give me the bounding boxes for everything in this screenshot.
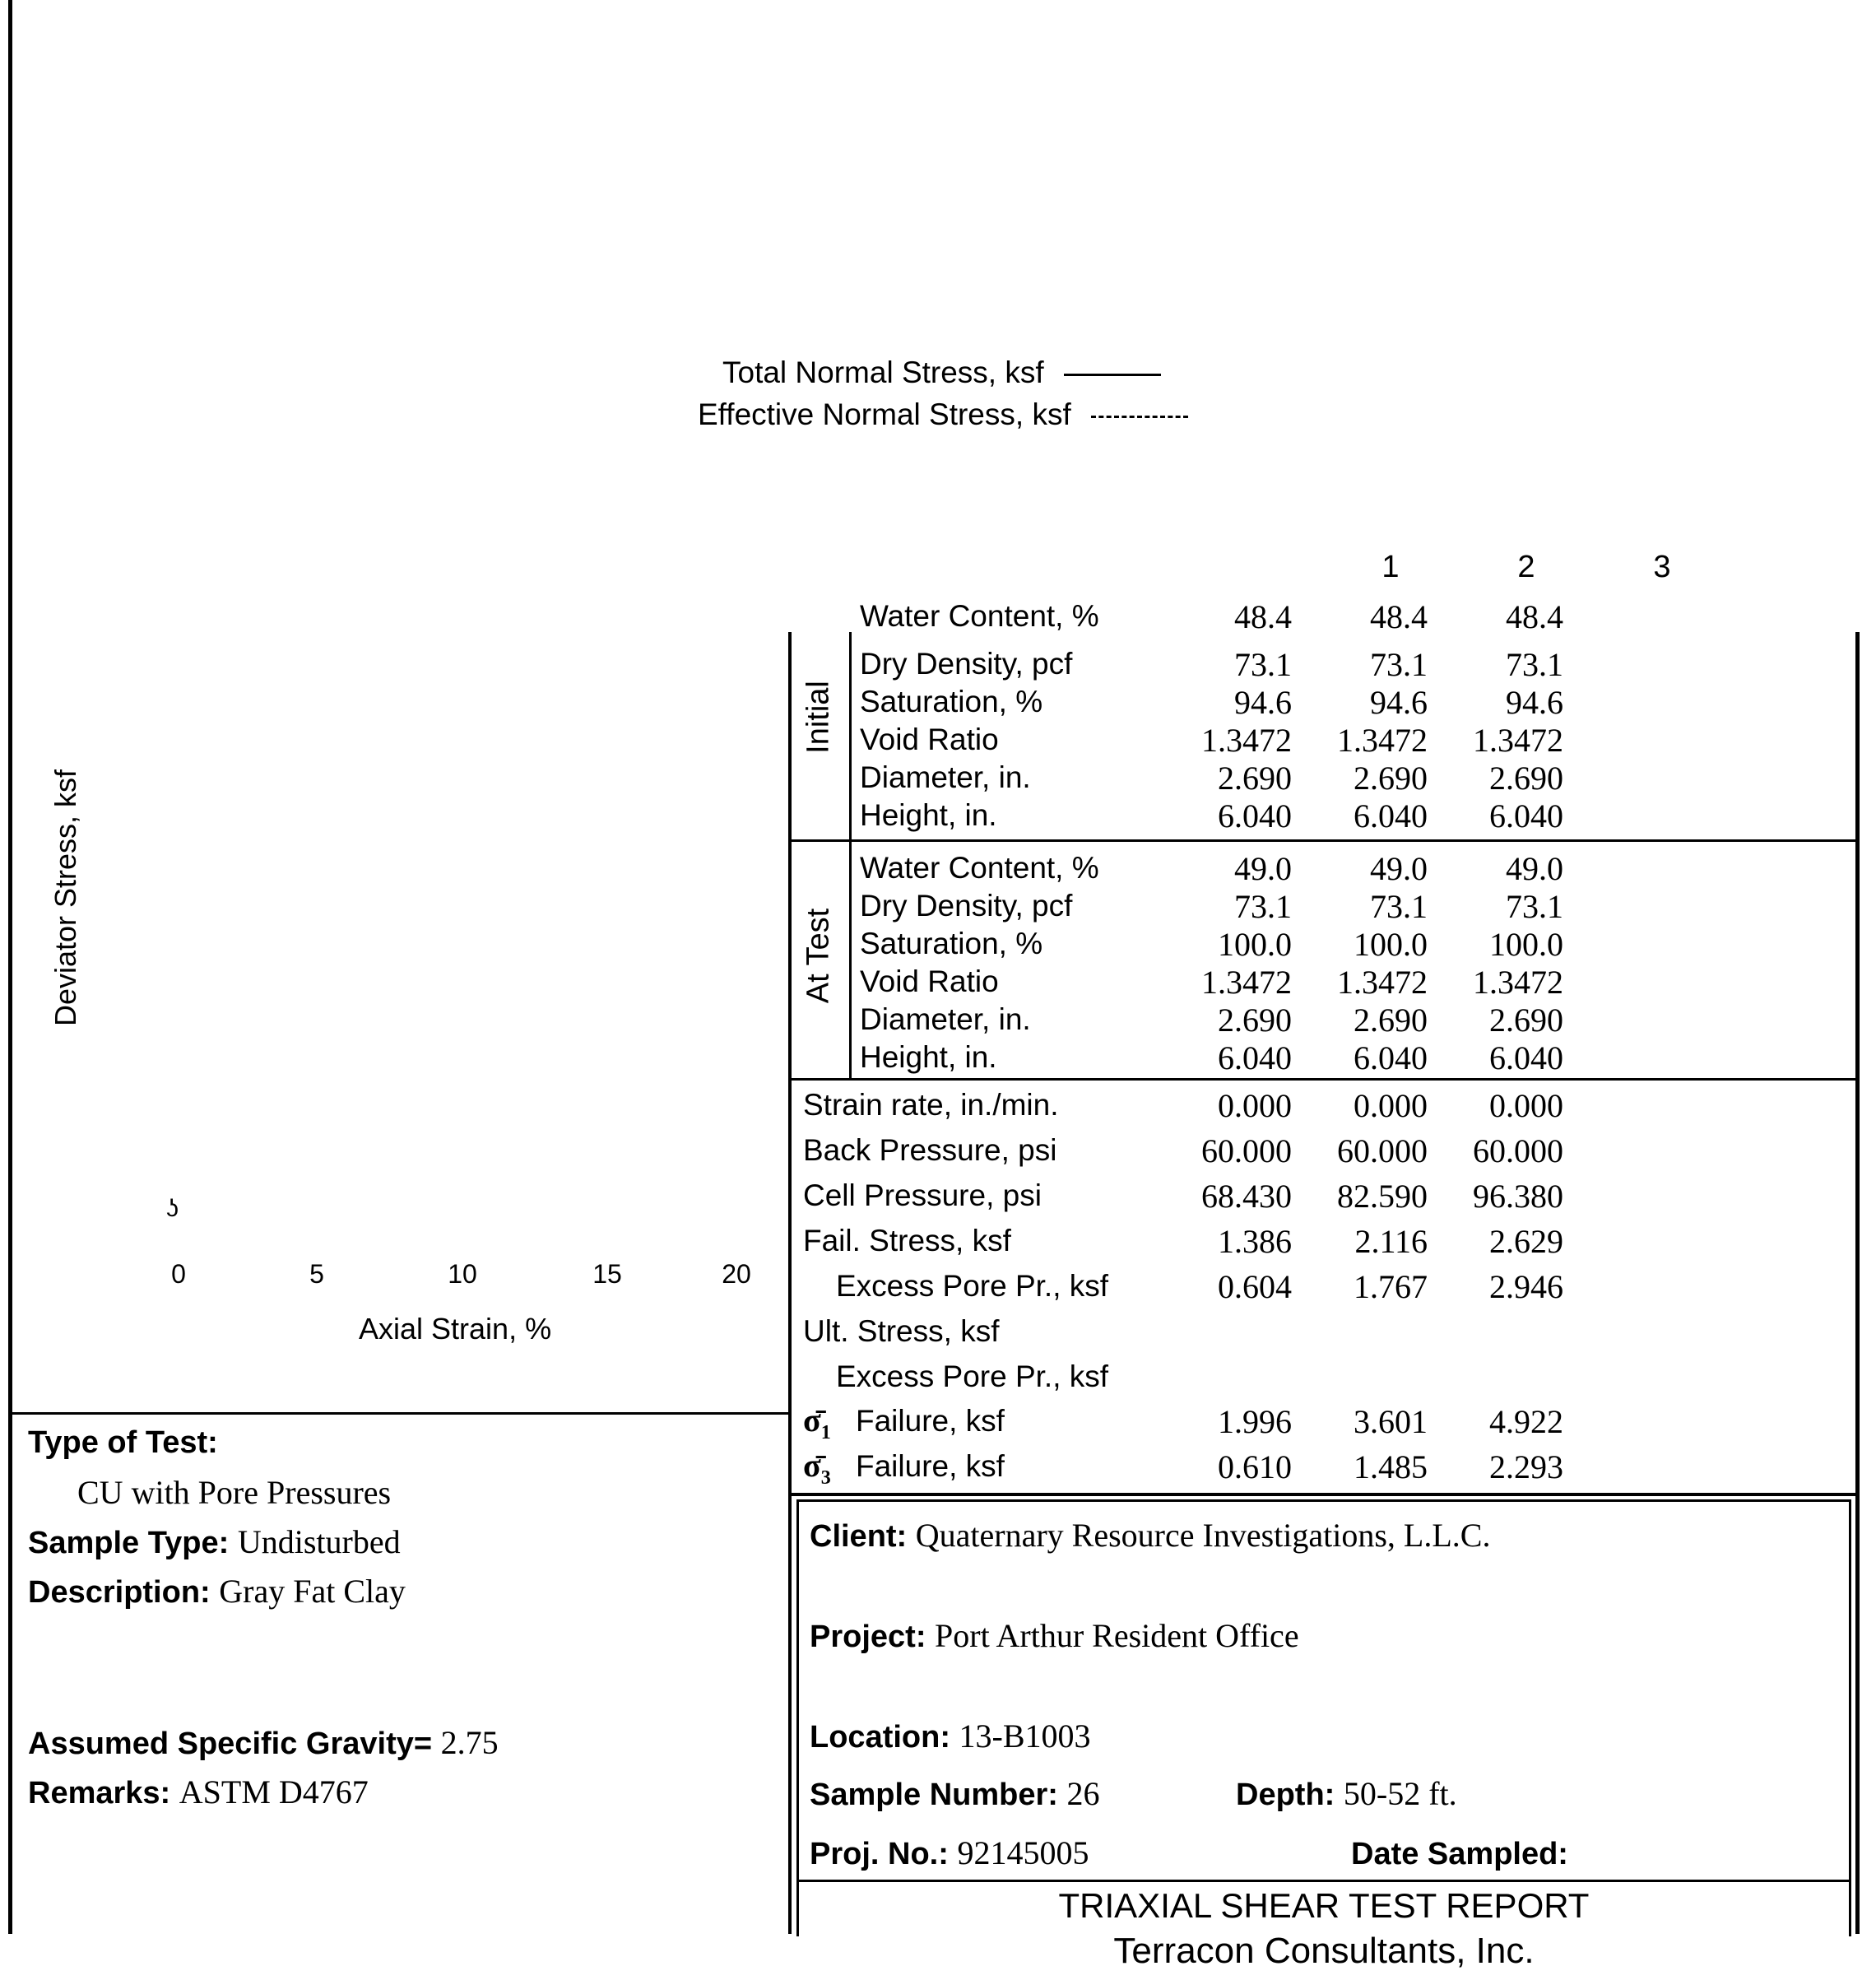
cell-specimen-2: 2.116 <box>1354 1223 1428 1260</box>
legend-total-stress <box>722 356 1161 390</box>
row-label: Saturation, % <box>860 927 1043 960</box>
sigma-symbol <box>803 1401 831 1444</box>
description-value: Gray Fat Clay <box>219 1573 406 1610</box>
project-label: Project: <box>810 1620 926 1654</box>
initial-row <box>0 723 1876 760</box>
legend-solid-line <box>1064 374 1161 376</box>
cell-specimen-3: 94.6 <box>1506 684 1563 721</box>
initial-bottom-divider <box>788 839 1858 842</box>
row-label: Ult. Stress, ksf <box>803 1314 1000 1348</box>
sigma-row <box>0 1449 1876 1494</box>
cell-specimen-1: 6.040 <box>1218 797 1292 834</box>
cell-specimen-1: 1.3472 <box>1201 722 1292 759</box>
initial-row <box>0 685 1876 723</box>
at-test-row <box>0 927 1876 964</box>
legend-effective-stress <box>698 397 1188 432</box>
specific-gravity-value: 2.75 <box>440 1724 499 1761</box>
cell-specimen-2: 2.690 <box>1354 760 1428 797</box>
cell-specimen-2: 0.000 <box>1354 1087 1428 1124</box>
date-sampled-label: Date Sampled: <box>1351 1837 1568 1871</box>
cell-specimen-1: 2.690 <box>1218 760 1292 797</box>
remarks-label: Remarks: <box>28 1776 171 1810</box>
row-label: Excess Pore Pr., ksf <box>836 1269 1109 1303</box>
date-sampled <box>1351 1834 1568 1872</box>
location <box>810 1717 1091 1755</box>
row-label: Saturation, % <box>860 685 1043 718</box>
client-label: Client: <box>810 1519 908 1554</box>
report-title: TRIAXIAL SHEAR TEST REPORT <box>1058 1886 1590 1925</box>
project <box>810 1616 1299 1655</box>
row-label: Failure, ksf <box>856 1404 1005 1438</box>
sample-number-value: 26 <box>1066 1775 1100 1812</box>
test-row <box>0 1269 1876 1314</box>
cell-specimen-1: 1.996 <box>1218 1403 1292 1440</box>
cell-specimen-2: 1.767 <box>1354 1268 1428 1305</box>
sample-type-value: Undisturbed <box>237 1523 401 1560</box>
cell-specimen-2: 1.3472 <box>1337 964 1428 1001</box>
cell-specimen-3: 49.0 <box>1506 850 1563 887</box>
cell-specimen-1: 0.610 <box>1218 1448 1292 1485</box>
legend-dashed-line <box>1091 416 1188 418</box>
row-label: Diameter, in. <box>860 1002 1031 1036</box>
cell-specimen-2: 82.590 <box>1337 1178 1428 1215</box>
at-test-row <box>0 851 1876 889</box>
cell-specimen-2: 1.3472 <box>1337 722 1428 759</box>
project-value: Port Arthur Resident Office <box>935 1617 1299 1654</box>
column-header-1: 1 <box>1381 550 1400 584</box>
cell-specimen-1: 73.1 <box>1234 646 1292 683</box>
cell-specimen-3: 48.4 <box>1506 598 1563 635</box>
cell-specimen-1: 49.0 <box>1234 850 1292 887</box>
sigma-glyph: σ̄ <box>803 1401 821 1439</box>
legend-effective-label: Effective Normal Stress, ksf <box>698 397 1071 431</box>
depth <box>1236 1774 1457 1813</box>
depth-value: 50-52 ft. <box>1343 1775 1457 1812</box>
sigma-glyph: σ̄ <box>803 1447 821 1484</box>
cell-specimen-2: 3.601 <box>1354 1403 1428 1440</box>
cell-specimen-1: 6.040 <box>1218 1039 1292 1076</box>
specific-gravity <box>28 1723 499 1762</box>
info-footer-divider <box>796 1880 1851 1882</box>
row-label: Height, in. <box>860 1040 997 1074</box>
clipped-row <box>0 598 1876 635</box>
sample-type-label: Sample Type: <box>28 1526 230 1560</box>
x-tick-label: 0 <box>171 1259 186 1289</box>
sigma-row <box>0 1401 1876 1449</box>
at-test-group-label: At Test <box>801 908 836 1004</box>
client <box>810 1516 1490 1555</box>
specific-gravity-label: Assumed Specific Gravity= <box>28 1727 433 1761</box>
cell-specimen-1: 60.000 <box>1201 1132 1292 1169</box>
at-test-row <box>0 1002 1876 1040</box>
type-of-test-label: Type of Test: <box>28 1425 218 1460</box>
cell-specimen-3: 60.000 <box>1473 1132 1563 1169</box>
sigma-subscript: 1 <box>820 1422 831 1443</box>
cell-specimen-2: 100.0 <box>1354 926 1428 963</box>
proj-no-value: 92145005 <box>957 1834 1089 1871</box>
location-value: 13-B1003 <box>959 1717 1091 1755</box>
row-label: Back Pressure, psi <box>803 1133 1057 1167</box>
at-test-row <box>0 1040 1876 1078</box>
cell-specimen-1: 73.1 <box>1234 888 1292 925</box>
cell-specimen-1: 2.690 <box>1218 1002 1292 1039</box>
row-label: Dry Density, pcf <box>860 889 1073 923</box>
depth-label: Depth: <box>1236 1778 1335 1812</box>
cell-specimen-1: 0.604 <box>1218 1268 1292 1305</box>
test-row <box>0 1133 1876 1178</box>
cell-specimen-2: 6.040 <box>1354 1039 1428 1076</box>
cell-specimen-3: 0.000 <box>1489 1087 1563 1124</box>
cell-specimen-3: 4.922 <box>1489 1403 1563 1440</box>
x-axis-label: Axial Strain, % <box>359 1312 552 1346</box>
cell-specimen-1: 100.0 <box>1218 926 1292 963</box>
row-label: Cell Pressure, psi <box>803 1178 1042 1212</box>
x-tick-label: 15 <box>592 1259 622 1289</box>
company-name: Terracon Consultants, Inc. <box>1113 1931 1535 1971</box>
sample-type <box>28 1522 401 1561</box>
x-tick-label: 10 <box>448 1259 477 1289</box>
proj-no <box>810 1834 1089 1872</box>
cell-specimen-3: 73.1 <box>1506 646 1563 683</box>
cell-specimen-3: 2.946 <box>1489 1268 1563 1305</box>
cell-specimen-1: 1.386 <box>1218 1223 1292 1260</box>
row-label: Failure, ksf <box>856 1449 1005 1483</box>
remarks-value: ASTM D4767 <box>179 1773 369 1810</box>
y-axis-label: Deviator Stress, ksf <box>49 769 82 1027</box>
column-header-3: 3 <box>1653 550 1671 584</box>
sample-number-label: Sample Number: <box>810 1778 1058 1812</box>
cell-specimen-2: 48.4 <box>1370 598 1428 635</box>
row-label: Void Ratio <box>860 723 999 756</box>
x-tick-label: 5 <box>309 1259 324 1289</box>
cell-specimen-3: 2.690 <box>1489 760 1563 797</box>
row-label: Water Content, % <box>860 599 1099 633</box>
at-test-bottom-divider <box>788 1078 1858 1081</box>
test-row <box>0 1360 1876 1405</box>
cell-specimen-3: 6.040 <box>1489 797 1563 834</box>
row-label: Dry Density, pcf <box>860 647 1073 681</box>
cell-specimen-3: 1.3472 <box>1473 722 1563 759</box>
cell-specimen-3: 2.690 <box>1489 1002 1563 1039</box>
row-label: Water Content, % <box>860 851 1099 885</box>
proj-no-label: Proj. No.: <box>810 1837 949 1871</box>
cell-specimen-3: 6.040 <box>1489 1039 1563 1076</box>
cell-specimen-2: 73.1 <box>1370 646 1428 683</box>
chart-mark: ʖ <box>166 1195 179 1222</box>
row-label: Strain rate, in./min. <box>803 1088 1059 1122</box>
test-row <box>0 1224 1876 1269</box>
cell-specimen-3: 96.380 <box>1473 1178 1563 1215</box>
cell-specimen-2: 6.040 <box>1354 797 1428 834</box>
description-label: Description: <box>28 1575 211 1610</box>
row-label: Void Ratio <box>860 964 999 998</box>
x-tick-label: 20 <box>722 1259 751 1289</box>
cell-specimen-1: 68.430 <box>1201 1178 1292 1215</box>
client-value: Quaternary Resource Investigations, L.L.C. <box>915 1517 1491 1554</box>
test-row <box>0 1178 1876 1224</box>
initial-group-label: Initial <box>801 681 836 754</box>
at-test-row <box>0 964 1876 1002</box>
description <box>28 1572 406 1610</box>
cell-specimen-2: 73.1 <box>1370 888 1428 925</box>
sigma-symbol <box>803 1446 831 1490</box>
legend-total-label: Total Normal Stress, ksf <box>722 356 1044 389</box>
cell-specimen-1: 48.4 <box>1234 598 1292 635</box>
initial-row <box>0 760 1876 798</box>
row-label: Diameter, in. <box>860 760 1031 794</box>
initial-row <box>0 798 1876 836</box>
sample-number <box>810 1774 1100 1813</box>
cell-specimen-3: 100.0 <box>1489 926 1563 963</box>
test-row <box>0 1088 1876 1133</box>
at-test-row <box>0 889 1876 927</box>
row-label: Height, in. <box>860 798 997 832</box>
sigma-subscript: 3 <box>820 1467 831 1489</box>
cell-specimen-2: 49.0 <box>1370 850 1428 887</box>
cell-specimen-1: 0.000 <box>1218 1087 1292 1124</box>
row-label: Excess Pore Pr., ksf <box>836 1360 1109 1393</box>
cell-specimen-1: 94.6 <box>1234 684 1292 721</box>
cell-specimen-2: 1.485 <box>1354 1448 1428 1485</box>
cell-specimen-3: 73.1 <box>1506 888 1563 925</box>
cell-specimen-3: 2.629 <box>1489 1223 1563 1260</box>
initial-row <box>0 647 1876 685</box>
cell-specimen-2: 60.000 <box>1337 1132 1428 1169</box>
type-of-test-value: CU with Pore Pressures <box>77 1474 392 1511</box>
row-label: Fail. Stress, ksf <box>803 1224 1011 1257</box>
cell-specimen-3: 2.293 <box>1489 1448 1563 1485</box>
test-row <box>0 1314 1876 1360</box>
cell-specimen-2: 2.690 <box>1354 1002 1428 1039</box>
remarks <box>28 1773 369 1811</box>
cell-specimen-3: 1.3472 <box>1473 964 1563 1001</box>
cell-specimen-2: 94.6 <box>1370 684 1428 721</box>
column-header-2: 2 <box>1517 550 1535 584</box>
location-label: Location: <box>810 1720 950 1755</box>
cell-specimen-1: 1.3472 <box>1201 964 1292 1001</box>
